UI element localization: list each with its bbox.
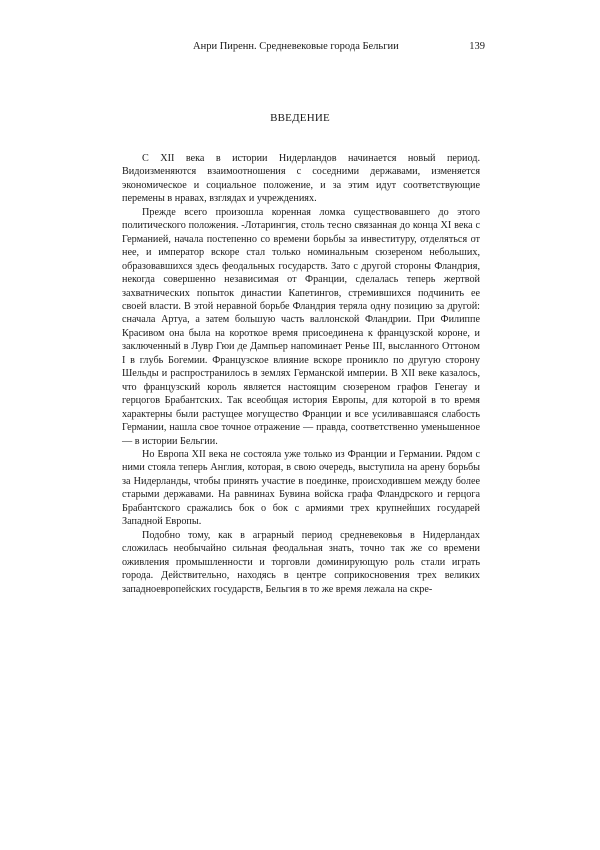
section-title: ВВЕДЕНИЕ <box>270 112 330 124</box>
running-title: Анри Пиренн. Средневековые города Бельгии <box>193 41 399 52</box>
page-number: 139 <box>469 41 485 52</box>
paragraph: Подобно тому, как в аграрный период средневековья в Нидерландах сложилась необычайно сильная феодальная знать, точно так же со времени оживления промышленности и торговли доминирующую роль стали играть города. Действительно, находясь в центре соприкосновения трех великих западноевропейских государств, Бельгия в то же время лежала на скре- <box>122 529 480 595</box>
paragraph: Но Европа XII века не состояла уже только из Франции и Германии. Рядом с ними стояла теперь Англия, которая, в свою очередь, выступила на арену борьбы за Нидерланды, чтобы принять участие в поединке, происходившем между более старыми державами. На равнинах Бувина войска графа Фландрского и герцога Брабантского сражались бок о бок с армиями трех крупнейших государей Западной Европы. <box>122 448 480 528</box>
paragraph: С XII века в истории Нидерландов начинается новый период. Видоизменяются взаимоотношения с соседними державами, изменяется экономическое и социальное положение, и за этим идут соответствующие перемены в нравах, взглядах и учреждениях. <box>122 153 480 205</box>
body-text <box>122 152 480 596</box>
paragraph: Прежде всего произошла коренная ломка существовавшего до этого политического положения. -Лотарингия, столь тесно связанная до конца XI века с Германией, начала постепенно со времени борьбы за инвеституру, отделяться от нее, и император вскоре стал только номинальным сюзереном небольших, образовавшихся здесь феодальных государств. Зато с другой стороны Фландрия, некогда совершенно независимая от Франции, сделалась теперь жертвой захватнических попыток династии Капетингов, стремившихся подчинить ее своей власти. В этой неравной борьбе Фландрия теряла одну позицию за другой: сначала Артуа, а затем большую часть валлонской Фландрии. При Филиппе Красивом она была на короткое время присоединена к французской короне, и заключенный в Лувр Гюи де Дампьер напоминает Ренье III, высланного Оттоном I в глубь Богемии. Французское влияние вскоре проникло по другую сторону Шельды и распространилось в землях Германской империи. В XII веке казалось, что французский король является настоящим сюзереном графов Генегау и герцогов Брабантских. Так всеобщая история Европы, для которой в то время характерны были растущее могущество Франции и все усиливавшаяся слабость Германии, нашла свое точное отражение — правда, соответственно уменьшенное — в истории Бельгии. <box>122 206 480 447</box>
